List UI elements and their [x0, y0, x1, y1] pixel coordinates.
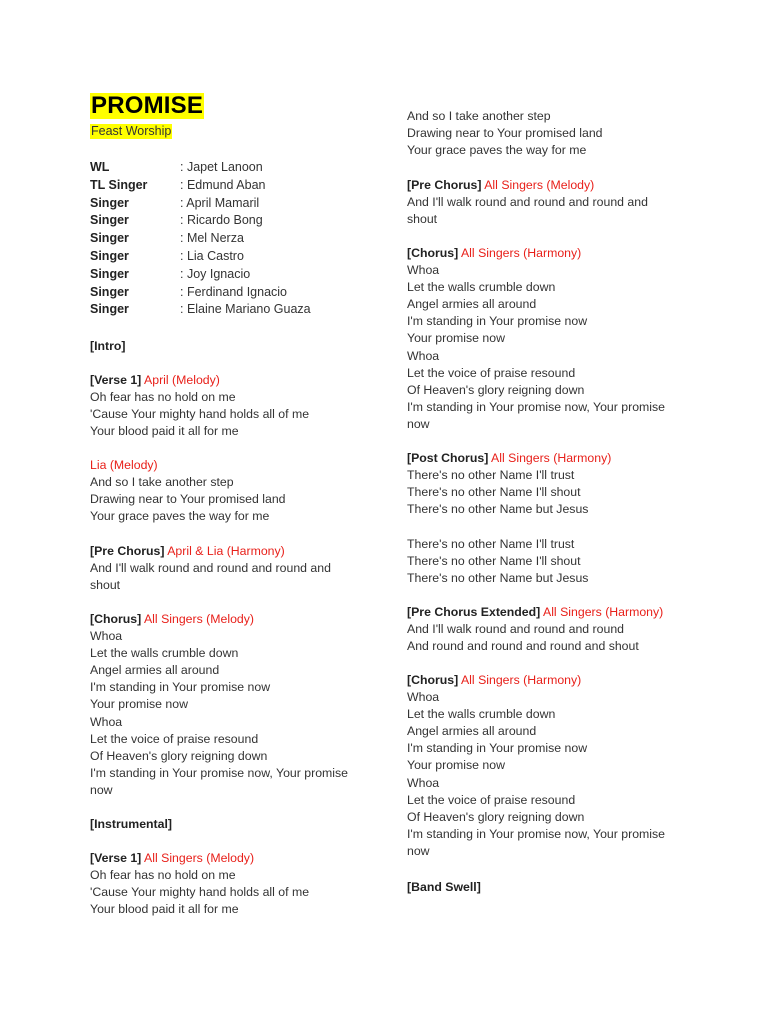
lyric-line: Whoa: [407, 690, 440, 705]
credit-row: [90, 284, 311, 302]
song-title-wrap: [90, 93, 204, 119]
lyric-line: And so I take another step: [90, 475, 234, 490]
credit-role: Singer: [90, 231, 129, 246]
lyric-line: I'm standing in Your promise now, Your promise now: [90, 765, 348, 797]
lyric-line: I'm standing in Your promise now: [407, 314, 588, 329]
lyric-line: Let the voice of praise resound: [90, 731, 259, 746]
section-band-swell: [407, 879, 697, 896]
lyric-line: Your promise now: [407, 331, 505, 346]
section-prechorus-extended: [407, 604, 707, 655]
section-header: [Pre Chorus]: [407, 178, 482, 192]
lyric-line: 'Cause Your mighty hand holds all of me: [90, 885, 310, 900]
lyric-line: Your grace paves the way for me: [407, 143, 587, 158]
lyric-line: There's no other Name I'll trust: [407, 468, 575, 483]
section-header: [Band Swell]: [407, 880, 481, 894]
section-chorus-2: [407, 245, 677, 433]
section-header: [Intro]: [90, 339, 126, 353]
lyric-line: Your promise now: [407, 758, 505, 773]
lyric-line: There's no other Name I'll trust: [407, 537, 575, 551]
credits-list: [90, 159, 311, 319]
section-prechorus: [90, 543, 345, 594]
credit-name: : Mel Nerza: [180, 231, 244, 246]
credit-role: Singer: [90, 302, 129, 317]
lyric-line: Angel armies all around: [407, 297, 537, 312]
credit-row: [90, 195, 311, 213]
credit-row: [90, 177, 311, 195]
lyric-line: I'm standing in Your promise now, Your promise now: [407, 826, 665, 858]
singer-part: All Singers (Melody): [143, 612, 255, 626]
section-instrumental: [90, 816, 370, 833]
lyric-line: 'Cause Your mighty hand holds all of me: [90, 407, 310, 422]
section-chorus-3: [407, 672, 677, 860]
lyric-line: And I'll walk round and round and round: [407, 622, 625, 637]
section-header: [Chorus]: [407, 246, 459, 260]
lyric-line: And so I take another step: [407, 109, 551, 123]
credit-row: [90, 230, 311, 248]
credit-name: : Ferdinand Ignacio: [180, 284, 288, 299]
song-title: PROMISE: [91, 92, 204, 119]
section-prechorus-2: [407, 177, 662, 228]
section-verse1-lia: [90, 457, 370, 525]
section-chorus: [90, 611, 360, 799]
singer-part: Lia (Melody): [90, 458, 158, 472]
credit-role: Singer: [90, 213, 129, 228]
credit-role: Singer: [90, 248, 129, 263]
credit-name: : Elaine Mariano Guaza: [180, 302, 311, 317]
singer-part: All Singers (Harmony): [460, 673, 582, 687]
lyric-line: Of Heaven's glory reigning down: [407, 809, 585, 824]
lyric-line: Drawing near to Your promised land: [90, 492, 286, 507]
credit-name: : April Mamaril: [180, 195, 260, 210]
lyric-line: Of Heaven's glory reigning down: [407, 382, 585, 397]
section-header: [Verse 1]: [90, 851, 142, 865]
lyric-line: Let the walls crumble down: [90, 646, 239, 661]
credit-role: TL Singer: [90, 177, 148, 192]
lyric-line: Angel armies all around: [90, 663, 220, 678]
credit-name: : Ricardo Bong: [180, 213, 263, 228]
credit-role: Singer: [90, 266, 129, 281]
lyric-line: I'm standing in Your promise now: [407, 741, 588, 756]
section-header: [Chorus]: [90, 612, 142, 626]
credit-row: [90, 159, 311, 177]
credit-role: Singer: [90, 284, 129, 299]
section-intro: [90, 338, 370, 355]
section-header: [Pre Chorus Extended]: [407, 605, 541, 619]
credit-row: [90, 248, 311, 266]
lyric-line: Your grace paves the way for me: [90, 509, 270, 524]
lyric-line: And I'll walk round and round and round and shout: [90, 561, 331, 593]
section-header: [Verse 1]: [90, 373, 142, 387]
lyric-line: There's no other Name but Jesus: [407, 502, 589, 517]
singer-part: April & Lia (Harmony): [167, 544, 285, 558]
lyric-line: Whoa: [90, 629, 123, 644]
credit-row: [90, 301, 311, 319]
lyric-line: There's no other Name I'll shout: [407, 485, 581, 500]
lyric-line: Your promise now: [90, 697, 188, 712]
section-header: [Instrumental]: [90, 817, 172, 831]
lyric-line: Oh fear has no hold on me: [90, 868, 236, 883]
lyric-line: Oh fear has no hold on me: [90, 390, 236, 405]
singer-part: April (Melody): [144, 373, 220, 387]
section-postchorus-repeat: [407, 536, 697, 587]
singer-part: All Singers (Harmony): [543, 605, 664, 619]
lyric-line: Let the voice of praise resound: [407, 365, 576, 380]
section-header: [Pre Chorus]: [90, 544, 165, 558]
credit-name: : Lia Castro: [180, 248, 244, 263]
section-header: [Chorus]: [407, 673, 459, 687]
lyric-line: Drawing near to Your promised land: [407, 126, 603, 141]
lyric-line: Whoa: [90, 714, 123, 729]
section-header: [Post Chorus]: [407, 451, 489, 465]
lyric-line: Of Heaven's glory reigning down: [90, 748, 268, 763]
lyric-line: Angel armies all around: [407, 724, 537, 739]
lyric-line: And I'll walk round and round and round and shout: [407, 195, 648, 227]
lyric-line: Let the walls crumble down: [407, 280, 556, 295]
lyric-line: I'm standing in Your promise now: [90, 680, 271, 695]
credit-name: : Japet Lanoon: [180, 160, 263, 174]
credit-role: WL: [90, 160, 110, 174]
credit-name: : Edmund Aban: [180, 177, 266, 192]
section-verse1-b: [90, 850, 370, 918]
lyric-line: Whoa: [407, 348, 440, 363]
credit-role: Singer: [90, 195, 129, 210]
singer-part: All Singers (Harmony): [460, 246, 582, 260]
lyric-line: I'm standing in Your promise now, Your promise now: [407, 399, 665, 431]
lyric-line: Your blood paid it all for me: [90, 902, 239, 917]
section-postchorus: [407, 450, 697, 518]
lyric-line: There's no other Name I'll shout: [407, 554, 581, 569]
credit-row: [90, 266, 311, 284]
lyric-line: There's no other Name but Jesus: [407, 571, 589, 586]
lyric-line: Whoa: [407, 775, 440, 790]
song-artist: Feast Worship: [91, 124, 172, 138]
singer-part: All Singers (Melody): [484, 178, 595, 192]
lyric-line: Let the voice of praise resound: [407, 792, 576, 807]
section-verse1: [90, 372, 370, 440]
credit-row: [90, 212, 311, 230]
credit-name: : Joy Ignacio: [180, 266, 251, 281]
singer-part: All Singers (Harmony): [491, 451, 612, 465]
section-verse-continued: [407, 108, 697, 159]
singer-part: All Singers (Melody): [144, 851, 255, 865]
lyric-line: Your blood paid it all for me: [90, 424, 239, 439]
lyric-line: Let the walls crumble down: [407, 707, 556, 722]
lyric-line: And round and round and round and shout: [407, 639, 639, 654]
lyric-line: Whoa: [407, 263, 440, 278]
